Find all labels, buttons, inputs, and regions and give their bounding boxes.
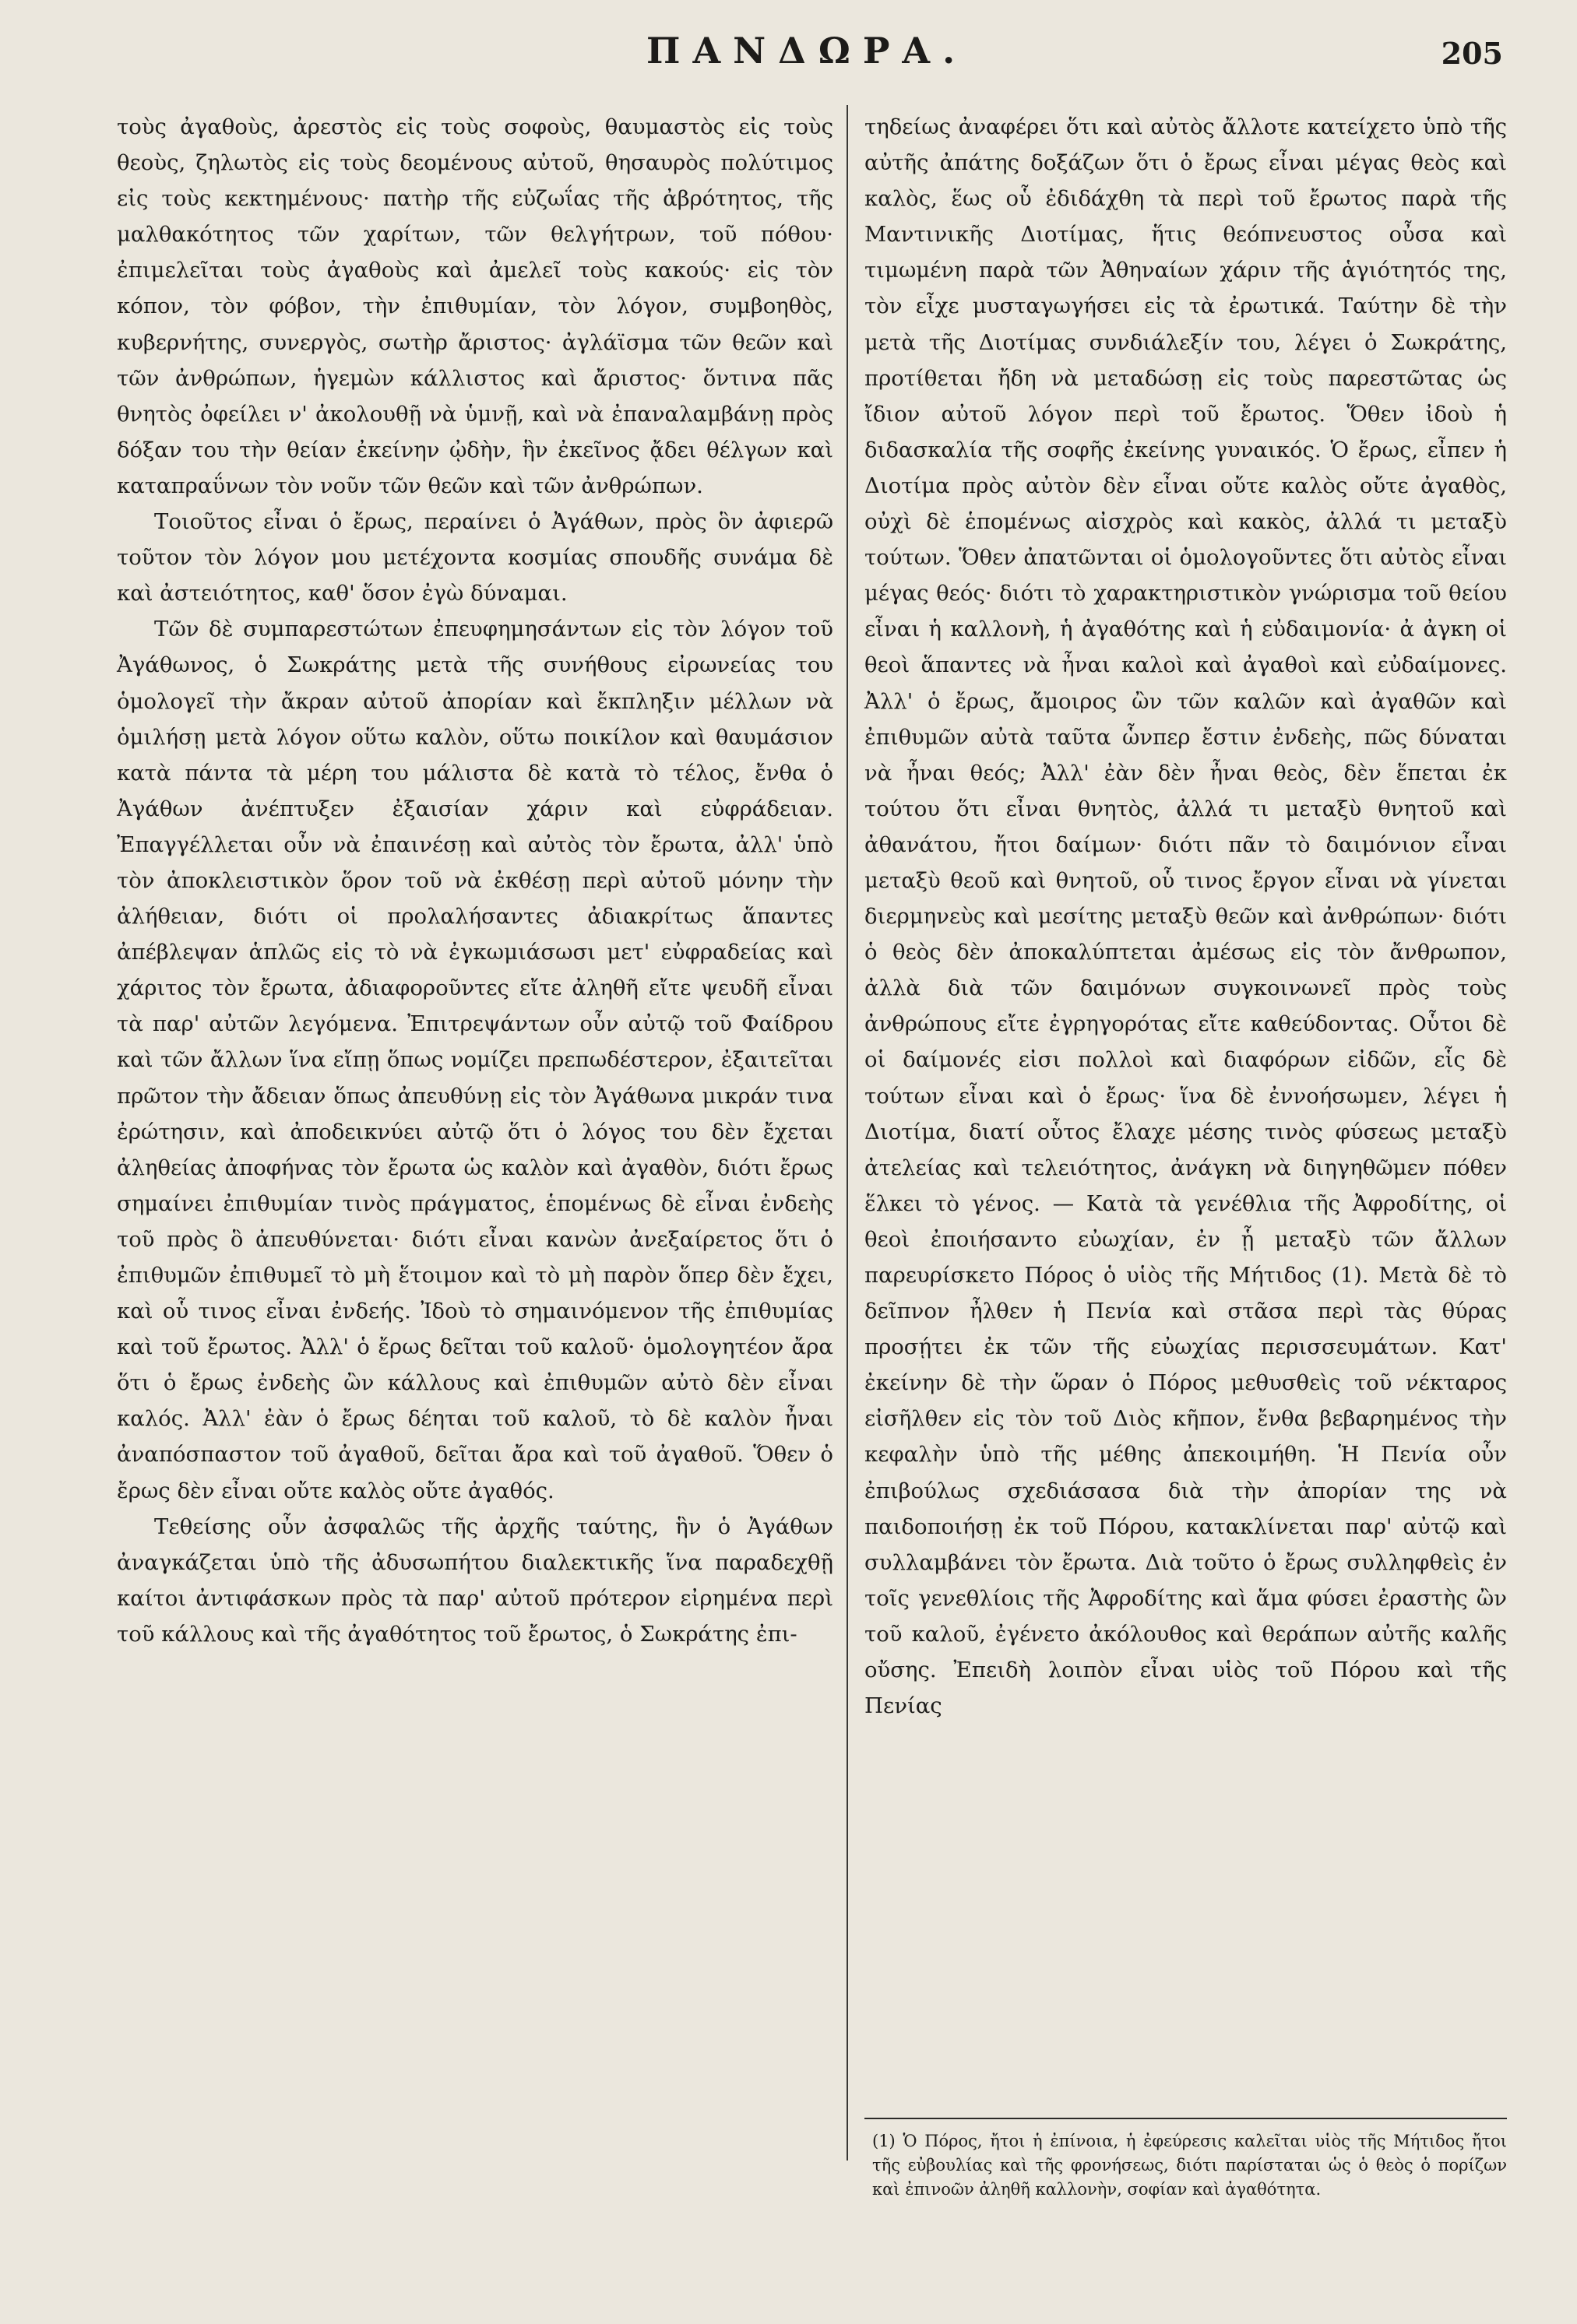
left-column: [117, 109, 833, 1652]
column-divider: [847, 105, 848, 2161]
paragraph: τηδείως ἀναφέρει ὅτι καὶ αὐτὸς ἄλλοτε κατείχετο ὑπὸ τῆς αὐτῆς ἀπάτης δοξάζων ὅτι ὁ ἔρως εἶναι μέγας θεὸς καὶ καλὸς, ἕως οὗ ἐδιδάχθη τὰ περὶ τοῦ ἔρωτος παρὰ τῆς Μαντινικῆς Διοτίμας, ἥτις θεόπνευστος οὖσα καὶ τιμωμένη παρὰ τῶν Ἀθηναίων χάριν τῆς ἁγιότητός της, τὸν εἶχε μυσταγωγήσει εἰς τὰ ἐρωτικά. Ταύτην δὲ τὴν μετὰ τῆς Διοτίμας συνδιάλεξίν του, λέγει ὁ Σωκράτης, προτίθεται ἤδη νὰ μεταδώσῃ εἰς τοὺς παρεστῶτας ὡς ἴδιον αὐτοῦ λόγον περὶ τοῦ ἔρωτος. Ὅθεν ἰδοὺ ἡ διδασκαλία τῆς σοφῆς ἐκείνης γυναικός. Ὁ ἔρως, εἶπεν ἡ Διοτίμα πρὸς αὐτὸν δὲν εἶναι οὔτε καλὸς οὔτε ἀγαθὸς, οὐχὶ δὲ ἑπομένως αἰσχρὸς καὶ κακὸς, ἀλλά τι μεταξὺ τούτων. Ὅθεν ἀπατῶνται οἱ ὁμολογοῦντες ὅτι αὐτὸς εἶναι μέγας θεός· διότι τὸ χαρακτηριστικὸν γνώρισμα τοῦ θείου εἶναι ἡ καλλονὴ, ἡ ἀγαθότης καὶ ἡ εὐδαιμονία· ἀ ἀγκη οἱ θεοὶ ἅπαντες νὰ ἦναι καλοὶ καὶ ἀγαθοὶ καὶ εὐδαίμονες. Ἀλλ' ὁ ἔρως, ἄμοιρος ὢν τῶν καλῶν καὶ ἀγαθῶν καὶ ἐπιθυμῶν αὐτὰ ταῦτα ὧνπερ ἔστιν ἐνδεὴς, πῶς δύναται νὰ ἦναι θεός; Ἀλλ' ἐὰν δὲν ἦναι θεὸς, δὲν ἕπεται ἐκ τούτου ὅτι εἶναι θνητὸς, ἀλλά τι μεταξὺ θνητοῦ καὶ ἀθανάτου, ἤτοι δαίμων· διότι πᾶν τὸ δαιμόνιον εἶναι μεταξὺ θεοῦ καὶ θνητοῦ, οὗ τινος ἔργον εἶναι νὰ γίνεται διερμηνεὺς καὶ μεσίτης μεταξὺ θεῶν καὶ ἀνθρώπων· διότι ὁ θεὸς δὲν ἀποκαλύπτεται ἀμέσως εἰς τὸν ἄνθρωπον, ἀλλὰ διὰ τῶν δαιμόνων συγκοινωνεῖ πρὸς τοὺς ἀνθρώπους εἴτε ἐγρηγορότας εἴτε καθεύδοντας. Οὗτοι δὲ οἱ δαίμονές εἰσι πολλοὶ καὶ διαφόρων εἰδῶν, εἷς δὲ τούτων εἶναι καὶ ὁ ἔρως· ἵνα δὲ ἐννοήσωμεν, λέγει ἡ Διοτίμα, διατί οὗτος ἔλαχε μέσης τινὸς φύσεως μεταξὺ ἀτελείας καὶ τελειότητος, ἀνάγκη νὰ διηγηθῶμεν πόθεν ἕλκει τὸ γένος. — Κατὰ τὰ γενέθλια τῆς Ἀφροδίτης, οἱ θεοὶ ἐποιήσαντο εὐωχίαν, ἐν ᾗ μεταξὺ τῶν ἄλλων παρευρίσκετο Πόρος ὁ υἱὸς τῆς Μήτιδος (1). Μετὰ δὲ τὸ δεῖπνον ἦλθεν ἡ Πενία καὶ στᾶσα περὶ τὰς θύρας προσῄτει ἐκ τῶν τῆς εὐωχίας περισσευμάτων. Κατ' ἐκείνην δὲ τὴν ὥραν ὁ Πόρος μεθυσθεὶς τοῦ νέκταρος εἰσῆλθεν εἰς τὸν τοῦ Διὸς κῆπον, ἔνθα βεβαρημένος τὴν κεφαλὴν ὑπὸ τῆς μέθης ἀπεκοιμήθη. Ἡ Πενία οὖν ἐπιβούλως σχεδιάσασα διὰ τὴν ἀπορίαν της νὰ παιδοποιήσῃ ἐκ τοῦ Πόρου, κατακλίνεται παρ' αὐτῷ καὶ συλλαμβάνει τὸν ἔρωτα. Διὰ τοῦτο ὁ ἔρως συλληφθεὶς ἐν τοῖς γενεθλίοις τῆς Ἀφροδίτης καὶ ἅμα φύσει ἐραστὴς ὢν τοῦ καλοῦ, ἐγένετο ἀκόλουθος καὶ θεράπων αὐτῆς καλῆς οὔσης. Ἐπειδὴ λοιπὸν εἶναι υἱὸς τοῦ Πόρου καὶ τῆς Πενίας: [864, 114, 1507, 1719]
running-header: [0, 0, 1577, 109]
paragraph: τοὺς ἀγαθοὺς, ἀρεστὸς εἰς τοὺς σοφοὺς, θαυμαστὸς εἰς τοὺς θεοὺς, ζηλωτὸς εἰς τοὺς δεομένους αὐτοῦ, θησαυρὸς πολύτιμος εἰς τοὺς κεκτημένους· πατὴρ τῆς εὐζωΐας τῆς ἀβρότητος, τῆς μαλθακότητος τῶν χαρίτων, τῶν θελγήτρων, τοῦ πόθου· ἐπιμελεῖται τοὺς ἀγαθοὺς καὶ ἀμελεῖ τοὺς κακούς· εἰς τὸν κόπον, τὸν φόβον, τὴν ἐπιθυμίαν, τὸν λόγον, συμβοηθὸς, κυβερνήτης, συνεργὸς, σωτὴρ ἄριστος· ἀγλάϊσμα τῶν θεῶν καὶ τῶν ἀνθρώπων, ἡγεμὼν κάλλιστος καὶ ἄριστος· ὅντινα πᾶς θνητὸς ὀφείλει ν' ἀκολουθῇ νὰ ὑμνῇ, καὶ νὰ ἐπαναλαμβάνῃ πρὸς δόξαν του τὴν θείαν ἐκείνην ᾠδὴν, ἣν ἐκεῖνος ᾄδει θέλγων καὶ καταπραΰνων τὸν νοῦν τῶν θεῶν καὶ τῶν ἀνθρώπων.: [117, 114, 833, 498]
page-number: 205: [1441, 36, 1503, 71]
right-column: [864, 109, 1507, 1724]
footnote: (1) Ὁ Πόρος, ἤτοι ἡ ἐπίνοια, ἡ ἐφεύρεσις καλεῖται υἱὸς τῆς Μήτιδος ἤτοι τῆς εὐβουλίας καὶ τῆς φρονήσεως, διότι παρίσταται ὡς ὁ θεὸς ὁ πορίζων καὶ ἐπινοῶν ἀληθῆ καλλονὴν, σοφίαν καὶ ἀγαθότητα.: [872, 2132, 1507, 2199]
paragraph: Τεθείσης οὖν ἀσφαλῶς τῆς ἀρχῆς ταύτης, ἣν ὁ Ἀγάθων ἀναγκάζεται ὑπὸ τῆς ἀδυσωπήτου διαλεκτικῆς ἵνα παραδεχθῇ καίτοι ἀντιφάσκων πρὸς τὰ παρ' αὐτοῦ πρότερον εἰρημένα περὶ τοῦ κάλλους καὶ τῆς ἀγαθότητος τοῦ ἔρωτος, ὁ Σωκράτης ἐπι-: [117, 1514, 833, 1647]
paragraph: Τοιοῦτος εἶναι ὁ ἔρως, περαίνει ὁ Ἀγάθων, πρὸς ὃν ἀφιερῶ τοῦτον τὸν λόγον μου μετέχοντα κοσμίας σπουδῆς συνάμα δὲ καὶ ἀστειότητος, καθ' ὅσον ἐγὼ δύναμαι.: [117, 509, 833, 606]
footnote-rule: [864, 2118, 1507, 2119]
paragraph: Τῶν δὲ συμπαρεστώτων ἐπευφημησάντων εἰς τὸν λόγον τοῦ Ἀγάθωνος, ὁ Σωκράτης μετὰ τῆς συνήθους εἰρωνείας του ὁμολογεῖ τὴν ἄκραν αὐτοῦ ἀπορίαν καὶ ἔκπληξιν μέλλων νὰ ὁμιλήσῃ μετὰ λόγον οὕτω καλὸν, οὕτω ποικίλον καὶ θαυμάσιον κατὰ πάντα τὰ μέρη του μάλιστα δὲ κατὰ τὸ τέλος, ἔνθα ὁ Ἀγάθων ἀνέπτυξεν ἐξαισίαν χάριν καὶ εὐφράδειαν. Ἐπαγγέλλεται οὖν νὰ ἐπαινέσῃ καὶ αὐτὸς τὸν ἔρωτα, ἀλλ' ὑπὸ τὸν ἀποκλειστικὸν ὅρον τοῦ νὰ ἐκθέσῃ περὶ αὐτοῦ μόνην τὴν ἀλήθειαν, διότι οἱ προλαλήσαντες ἀδιακρίτως ἅπαντες ἀπέβλεψαν ἁπλῶς εἰς τὸ νὰ ἐγκωμιάσωσι μετ' εὐφραδείας καὶ χάριτος τὸν ἔρωτα, ἀδιαφοροῦντες εἴτε ἀληθῆ εἴτε ψευδῆ εἶναι τὰ παρ' αὐτῶν λεγόμενα. Ἐπιτρεψάντων οὖν αὐτῷ τοῦ Φαίδρου καὶ τῶν ἄλλων ἵνα εἴπῃ ὅπως νομίζει πρεπωδέστερον, ἐξαιτεῖται πρῶτον τὴν ἄδειαν ὅπως ἀπευθύνῃ εἰς τὸν Ἀγάθωνα μικράν τινα ἐρώτησιν, καὶ ἀποδεικνύει αὐτῷ ὅτι ὁ λόγος του δὲν ἔχεται ἀληθείας ἀποφήνας τὸν ἔρωτα ὡς καλὸν καὶ ἀγαθὸν, διότι ἔρως σημαίνει ἐπιθυμίαν τινὸς πράγματος, ἑπομένως δὲ εἶναι ἐνδεὴς τοῦ πρὸς ὃ ἀπευθύνεται· διότι εἶναι κανὼν ἀνεξαίρετος ὅτι ὁ ἐπιθυμῶν ἐπιθυμεῖ τὸ μὴ ἕτοιμον καὶ τὸ μὴ παρὸν ὅπερ δὲν ἔχει, καὶ οὗ τινος εἶναι ἐνδεής. Ἰδοὺ τὸ σημαινόμενον τῆς ἐπιθυμίας καὶ τοῦ ἔρωτος. Ἀλλ' ὁ ἔρως δεῖται τοῦ καλοῦ· ὁμολογητέον ἄρα ὅτι ὁ ἔρως ἐνδεὴς ὢν κάλλους καὶ ἐπιθυμῶν αὐτὸ δὲν εἶναι καλός. Ἀλλ' ἐὰν ὁ ἔρως δέηται τοῦ καλοῦ, τὸ δὲ καλὸν ἦναι ἀναπόσπαστον τοῦ ἀγαθοῦ, δεῖται ἄρα καὶ τοῦ ἀγαθοῦ. Ὅθεν ὁ ἔρως δὲν εἶναι οὔτε καλὸς οὔτε ἀγαθός.: [117, 617, 833, 1503]
journal-title: ΠΑΝΔΩΡΑ.: [646, 30, 968, 72]
